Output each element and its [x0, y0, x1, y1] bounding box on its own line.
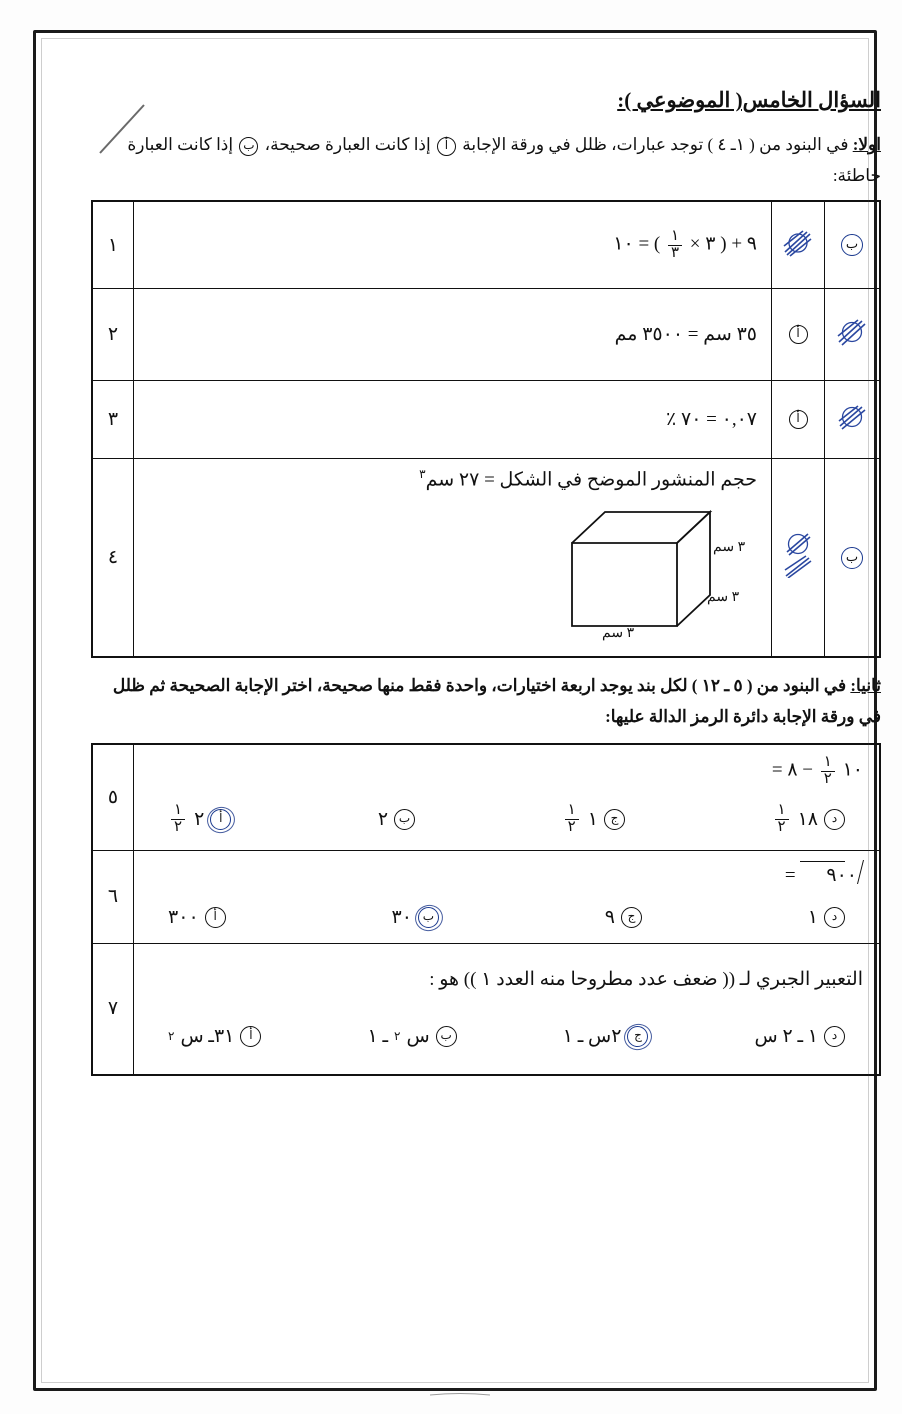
item4-option-a-cell[interactable]: [772, 459, 825, 657]
cube-edge-label-1: ٣ سم: [713, 539, 746, 555]
item3-option-b-cell[interactable]: [825, 381, 881, 459]
table-row: [92, 744, 880, 851]
instruction-true-false: [91, 129, 881, 192]
item5-choices: [150, 803, 863, 836]
item6-choice-a-bubble[interactable]: أ: [205, 907, 226, 928]
item5-choice-c-num: ١: [565, 803, 579, 820]
item7-choice-b[interactable]: [367, 1025, 456, 1048]
item6-choice-c-text: ٩: [604, 906, 615, 928]
page-title: السؤال الخامس( الموضوعي ):: [617, 88, 881, 112]
item3-number: ٣: [92, 381, 134, 459]
item6-radical: [800, 861, 863, 890]
instruction-mcq: [91, 670, 881, 733]
item7-choice-a-sup: ٢: [168, 1028, 175, 1043]
page-border: [33, 30, 881, 1391]
item5-stem-left: ١٠: [842, 759, 863, 781]
item6-choice-a[interactable]: [168, 906, 226, 929]
item6-choice-b-bubble[interactable]: ب: [418, 907, 439, 928]
item6-stem: [150, 861, 863, 890]
item1-fraction: [668, 229, 682, 262]
cube-edge-label-2: ٣ سم: [707, 589, 740, 605]
true-symbol-icon: أ: [437, 137, 456, 156]
cube-edge-label-3: ٣ سم: [602, 625, 635, 641]
item7-choice-a-bubble[interactable]: أ: [240, 1026, 261, 1047]
item1-text-mid: ( ٣ ×: [689, 233, 727, 255]
item5-choice-a-fraction: [171, 803, 185, 836]
item2-option-a-bubble[interactable]: أ: [789, 325, 808, 344]
item6-choice-d[interactable]: [808, 906, 845, 929]
item2-option-b-cell[interactable]: [825, 289, 881, 381]
item5-choice-b[interactable]: [378, 808, 415, 831]
item1-option-a-cell[interactable]: [772, 201, 825, 289]
instruction-one-text-before: في البنود من ( ١ـ ٤ ) توجد عبارات، ظلل في ورقة الإجابة: [462, 135, 849, 154]
item7-choices: [150, 1025, 863, 1048]
item6-number: ٦: [92, 850, 134, 943]
item1-option-b-bubble[interactable]: ب: [841, 234, 863, 256]
item1-fraction-denominator: ٣: [670, 244, 680, 261]
item2-statement: ٣٥ سم = ٣٥٠٠ مم: [134, 289, 772, 381]
item7-choice-a-text: ٣١ـ س: [180, 1025, 235, 1047]
instruction-one-lead: اولا:: [852, 135, 881, 154]
item2-option-b-bubble[interactable]: [835, 317, 869, 347]
item5-choice-a-bubble[interactable]: أ: [210, 809, 231, 830]
item5-choice-a-den: ٢: [174, 819, 183, 835]
item7-choice-c[interactable]: [563, 1025, 649, 1048]
item5-choice-d[interactable]: [772, 803, 845, 836]
item7-choice-b-bubble[interactable]: ب: [436, 1026, 457, 1047]
bottom-edge-mark: [430, 1392, 490, 1398]
item5-choice-d-text: ١٨: [797, 809, 818, 830]
instruction-one-text-middle: إذا كانت العبارة صحيحة،: [264, 135, 431, 154]
item7-choice-b-sup: ٢: [394, 1028, 401, 1043]
item5-choice-d-fraction: [775, 803, 789, 836]
table-row: [92, 943, 880, 1075]
item4-statement-text: حجم المنشور الموضح في الشكل = ٢٧ سم: [425, 469, 757, 491]
table-row: [92, 289, 880, 381]
item6-choice-a-text: ٣٠٠: [168, 906, 199, 928]
item3-option-a-cell[interactable]: [772, 381, 825, 459]
item5-choice-c-bubble[interactable]: ج: [604, 809, 625, 830]
item5-stem: [150, 755, 863, 788]
table-row: [92, 459, 880, 657]
item5-body: [134, 744, 881, 851]
item6-choice-b[interactable]: [391, 906, 438, 929]
item5-choice-c[interactable]: [562, 803, 625, 836]
item5-choice-c-den: ٢: [567, 819, 576, 835]
item7-number: ٧: [92, 943, 134, 1075]
item7-choice-d[interactable]: [755, 1025, 845, 1048]
item2-number: ٢: [92, 289, 134, 381]
item6-choice-b-text: ٣٠: [391, 906, 412, 928]
radical-tick-icon: [857, 860, 864, 884]
item2-option-a-cell[interactable]: [772, 289, 825, 381]
item5-choice-b-text: ٢: [377, 809, 389, 830]
item6-choice-d-text: ١: [807, 906, 818, 928]
table-row: [92, 850, 880, 943]
item3-statement: ٠,٠٧ = ٧٠ ٪: [134, 381, 772, 459]
scribble-icon: [835, 402, 869, 432]
item7-choice-d-bubble[interactable]: د: [824, 1026, 845, 1047]
item7-body: [134, 943, 881, 1075]
scribble-icon: [835, 317, 869, 347]
item5-stem-fraction: [821, 755, 835, 788]
item7-choice-b-tail: ـ ١: [367, 1025, 389, 1047]
item5-choice-a-text: ٢: [194, 809, 205, 830]
false-symbol-icon: ب: [239, 137, 258, 156]
item7-stem: التعبير الجبري لـ (( ضعف عدد مطروحا منه العدد ١ )) هو :: [429, 968, 863, 990]
item6-choice-d-bubble[interactable]: د: [824, 907, 845, 928]
item6-choice-c-bubble[interactable]: ج: [621, 907, 642, 928]
true-false-table: [91, 200, 881, 658]
item4-statement-exponent: ٣: [419, 467, 426, 482]
item3-option-b-bubble[interactable]: [835, 402, 869, 432]
item4-option-b-cell[interactable]: [825, 459, 881, 657]
item1-option-a-bubble[interactable]: [781, 228, 815, 258]
item6-body: [134, 850, 881, 943]
scribble-icon: [781, 532, 815, 578]
item4-number: ٤: [92, 459, 134, 657]
item5-choice-a[interactable]: [168, 803, 231, 836]
item6-radicand: ٩٠٠: [826, 864, 857, 886]
scribble-icon: [781, 228, 815, 258]
multiple-choice-table: [91, 743, 881, 1076]
item5-choice-d-bubble[interactable]: د: [824, 809, 845, 830]
table-row: [92, 381, 880, 459]
item1-statement: [134, 201, 772, 289]
instruction-one-text-after: إذا كانت العبارة خاطئة:: [127, 135, 881, 186]
worksheet-content: [91, 88, 881, 1388]
table-row: [92, 201, 880, 289]
item3-option-a-bubble[interactable]: أ: [789, 410, 808, 429]
item4-option-b-bubble[interactable]: ب: [841, 547, 863, 569]
cube-icon: [547, 498, 757, 648]
item6-choice-c[interactable]: [605, 906, 642, 929]
item5-stem-right: − ٨ =: [771, 759, 814, 781]
item6-equals: =: [784, 864, 796, 886]
radical-bar-icon: [800, 861, 845, 862]
item5-choice-c-text: ١: [587, 809, 598, 830]
item5-number: ٥: [92, 744, 134, 851]
cube-figure: [547, 498, 757, 648]
item5-choice-d-den: ٢: [777, 819, 786, 835]
item5-stem-fraction-denominator: ٢: [823, 770, 832, 787]
item1-number: ١: [92, 201, 134, 289]
item6-choices: [150, 906, 863, 929]
item7-choice-b-text: س: [406, 1025, 430, 1047]
item5-stem-fraction-numerator: ١: [821, 755, 835, 772]
item1-option-b-cell[interactable]: [825, 201, 881, 289]
item7-choice-a[interactable]: [168, 1025, 261, 1048]
instruction-two-lead: ثانيا:: [850, 675, 881, 695]
instruction-two-text: في البنود من ( ٥ ـ ١٢ ) لكل بند يوجد اربعة اختيارات، واحدة فقط منها صحيحة، اختر الإجابة الصحيحة ثم ظلل في ورقة الإجابة دائرة الرمز الدالة عليها:: [112, 675, 881, 727]
item5-choice-c-fraction: [565, 803, 579, 836]
item5-choice-a-num: ١: [171, 803, 185, 820]
item5-choice-b-bubble[interactable]: ب: [394, 809, 415, 830]
item1-text-left: ٩ +: [731, 233, 757, 255]
item7-choice-c-bubble[interactable]: ج: [627, 1026, 648, 1047]
item4-option-a-bubble[interactable]: [781, 532, 815, 578]
item7-choice-d-text: ١ ـ ٢ س: [754, 1025, 818, 1047]
item4-statement: [134, 459, 772, 657]
item7-choice-c-text: ٢س ـ ١: [562, 1025, 622, 1047]
item5-choice-d-num: ١: [775, 803, 789, 820]
item1-fraction-numerator: ١: [668, 229, 682, 246]
item1-text-right: ) = ١٠: [613, 233, 661, 255]
